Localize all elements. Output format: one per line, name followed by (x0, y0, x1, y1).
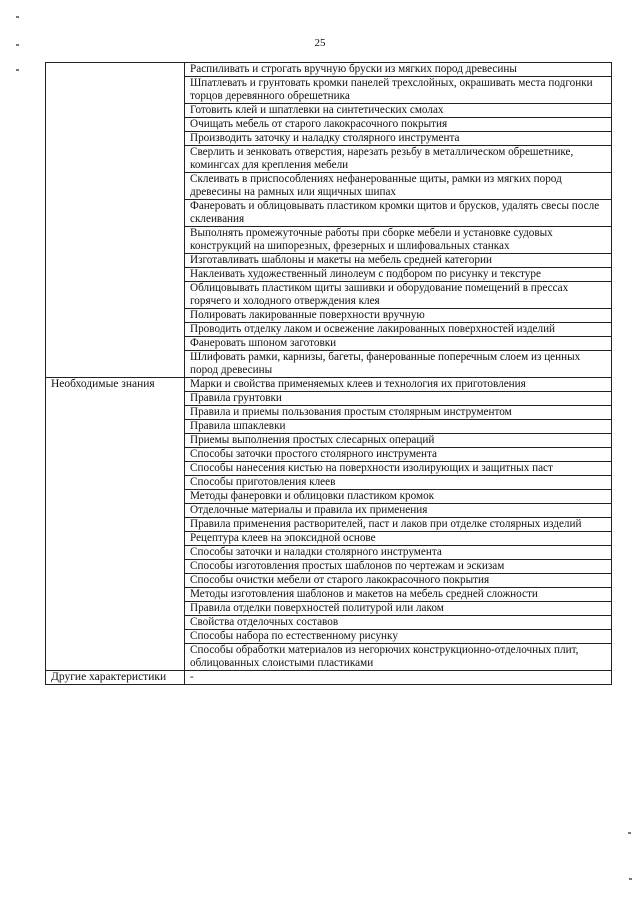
requirement-item: Правила отделки поверхностей политурой или лаком (185, 602, 612, 616)
requirement-item: Выполнять промежуточные работы при сборке мебели и установке судовых конструкций на шипорезных, фрезерных и шлифовальных станках (185, 227, 612, 254)
requirement-item: Облицовывать пластиком щиты зашивки и оборудование помещений в прессах горячего и холодного отверждения клея (185, 282, 612, 309)
requirement-item: Марки и свойства применяемых клеев и технология их приготовления (185, 378, 612, 392)
requirement-item: Сверлить и зенковать отверстия, нарезать резьбу в металлическом обрешетнике, комингсах для крепления мебели (185, 146, 612, 173)
requirement-item: Способы обработки материалов из негорючих конструкционно-отделочных плит, облицованных слоистыми пластиками (185, 644, 612, 671)
requirement-item: Правила применения растворителей, паст и лаков при отделке столярных изделий (185, 518, 612, 532)
requirement-item: Рецептура клеев на эпоксидной основе (185, 532, 612, 546)
requirement-item: Шлифовать рамки, карнизы, багеты, фанерованные поперечным слоем из ценных пород древесины (185, 351, 612, 378)
requirement-item: Отделочные материалы и правила их применения (185, 504, 612, 518)
requirement-item: Методы фанеровки и облицовки пластиком кромок (185, 490, 612, 504)
requirements-table (45, 62, 612, 685)
requirement-item: Способы приготовления клеев (185, 476, 612, 490)
knowledge-row (46, 378, 612, 392)
scan-artifact (16, 44, 19, 46)
scan-artifact (629, 878, 632, 880)
requirement-item: Фанеровать и облицовывать пластиком кромки щитов и брусков, удалять свесы после склеивания (185, 200, 612, 227)
other-row (46, 671, 612, 685)
scan-artifact (16, 69, 19, 71)
requirement-item: Готовить клей и шпатлевки на синтетических смолах (185, 104, 612, 118)
section-label (46, 63, 185, 378)
requirement-item: Фанеровать шпоном заготовки (185, 337, 612, 351)
requirement-item: Способы изготовления простых шаблонов по чертежам и эскизам (185, 560, 612, 574)
requirement-item: Проводить отделку лаком и освежение лакированных поверхностей изделий (185, 323, 612, 337)
other-label: Другие характеристики (46, 671, 185, 685)
requirement-item: Правила шпаклевки (185, 420, 612, 434)
requirement-item: Очищать мебель от старого лакокрасочного покрытия (185, 118, 612, 132)
requirement-item: Способы очистки мебели от старого лакокрасочного покрытия (185, 574, 612, 588)
scan-artifact (628, 832, 631, 834)
section-label: Необходимые знания (46, 378, 185, 671)
requirement-item: Распиливать и строгать вручную бруски из мягких пород древесины (185, 63, 612, 77)
requirement-item: Приемы выполнения простых слесарных операций (185, 434, 612, 448)
other-value: - (185, 671, 612, 685)
requirement-item: Склеивать в приспособлениях нефанерованные щиты, рамки из мягких пород древесины на рамных или ящичных шипах (185, 173, 612, 200)
requirement-item: Правила и приемы пользования простым столярным инструментом (185, 406, 612, 420)
requirement-item: Методы изготовления шаблонов и макетов на мебель средней сложности (185, 588, 612, 602)
requirements-table-body (46, 63, 612, 685)
requirement-item: Полировать лакированные поверхности вручную (185, 309, 612, 323)
requirement-item: Способы заточки и наладки столярного инструмента (185, 546, 612, 560)
skills-row (46, 63, 612, 77)
requirement-item: Производить заточку и наладку столярного инструмента (185, 132, 612, 146)
requirement-item: Наклеивать художественный линолеум с подбором по рисунку и текстуре (185, 268, 612, 282)
requirement-item: Способы набора по естественному рисунку (185, 630, 612, 644)
scan-artifact (16, 16, 19, 18)
requirement-item: Свойства отделочных составов (185, 616, 612, 630)
requirement-item: Способы нанесения кистью на поверхности изолирующих и защитных паст (185, 462, 612, 476)
page-number: 25 (314, 37, 326, 49)
requirement-item: Изготавливать шаблоны и макеты на мебель средней категории (185, 254, 612, 268)
requirement-item: Правила грунтовки (185, 392, 612, 406)
requirement-item: Способы заточки простого столярного инструмента (185, 448, 612, 462)
requirement-item: Шпатлевать и грунтовать кромки панелей трехслойных, окрашивать места подгонки торцов деревянного обрешетника (185, 77, 612, 104)
